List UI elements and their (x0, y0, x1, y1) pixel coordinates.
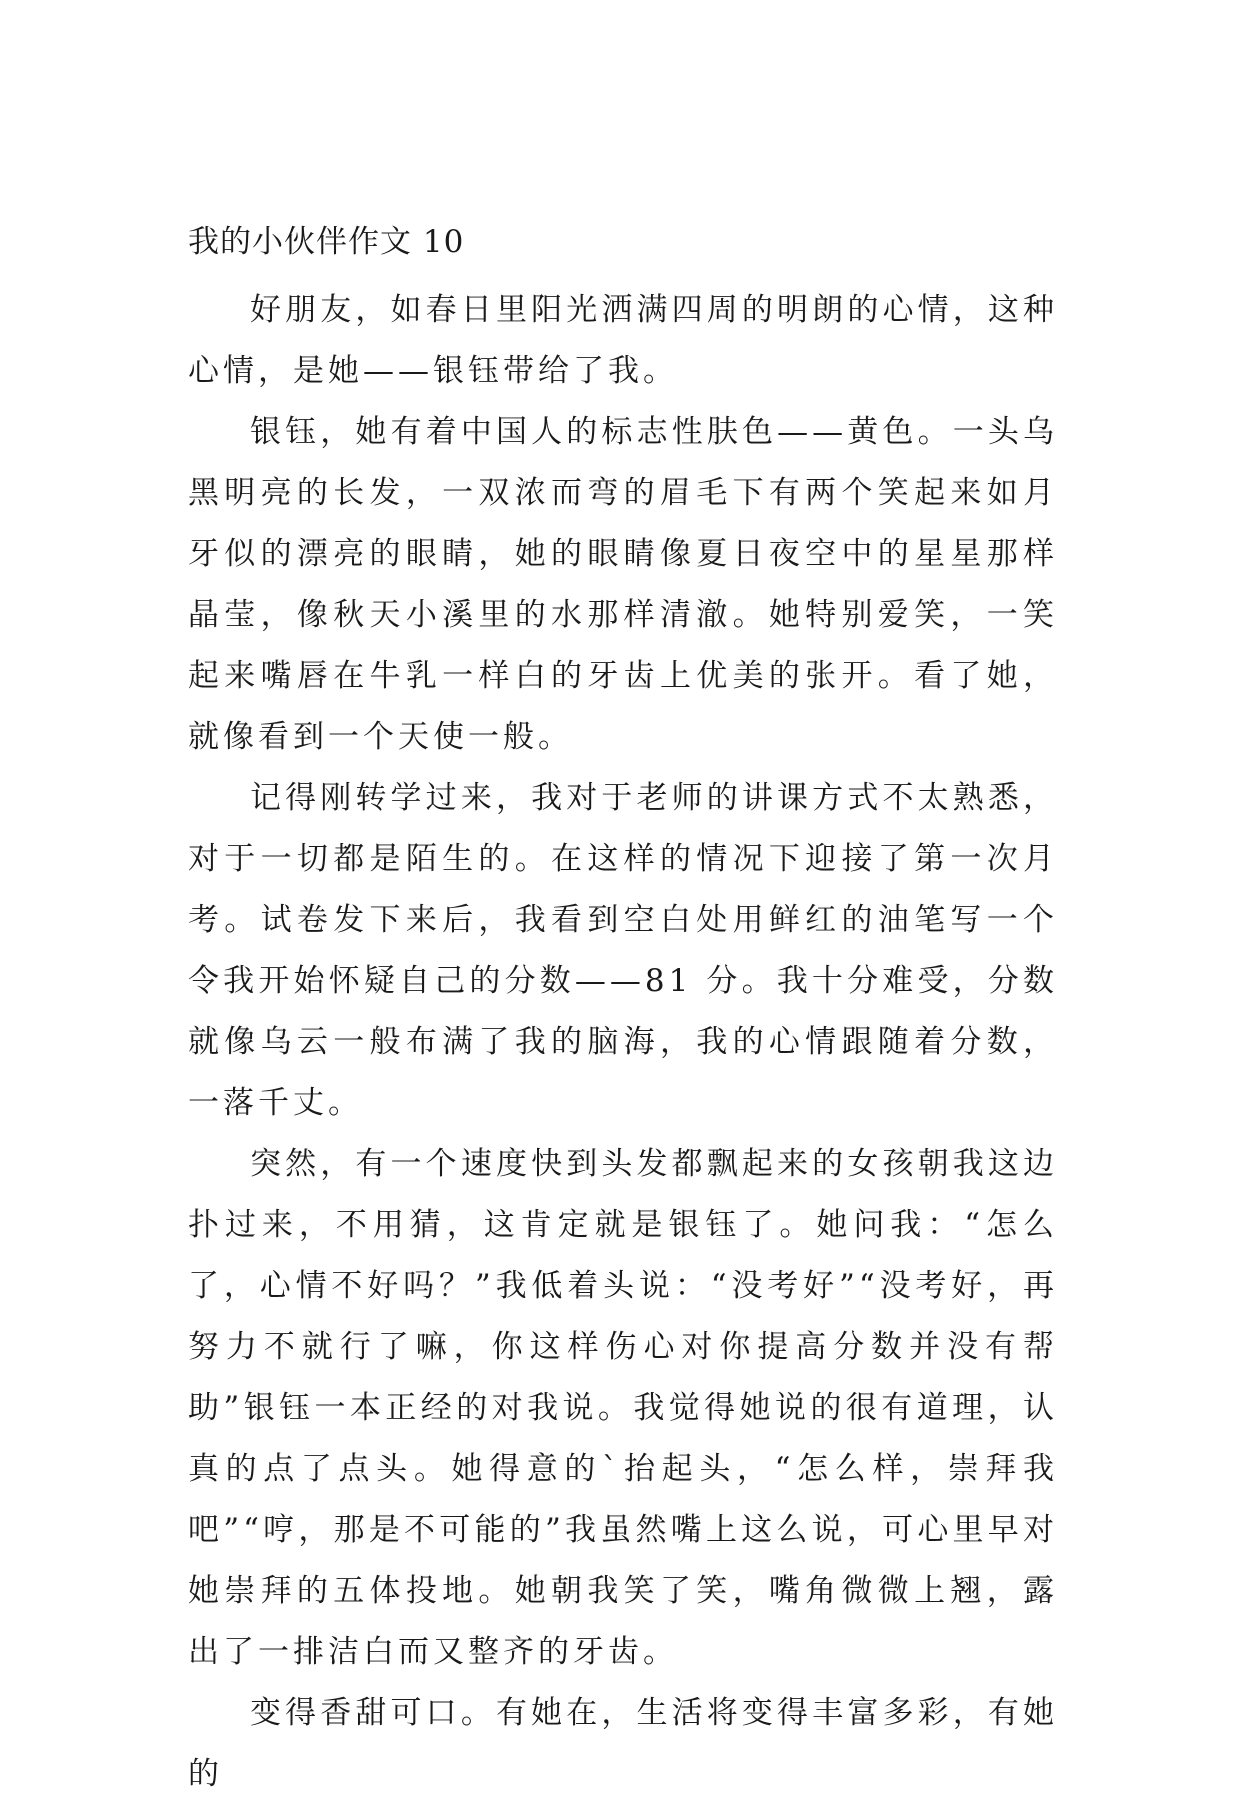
paragraph-2: 银钰，她有着中国人的标志性肤色——黄色。一头乌黑明亮的长发，一双浓而弯的眉毛下有两个笑起来如月牙似的漂亮的眼睛，她的眼睛像夏日夜空中的星星那样晶莹，像秋天小溪里的水那样清澈。她特别爱笑，一笑起来嘴唇在牛乳一样白的牙齿上优美的张开。看了她，就像看到一个天使一般。 (188, 414, 1058, 755)
paragraph-3: 记得刚转学过来，我对于老师的讲课方式不太熟悉，对于一切都是陌生的。在这样的情况下迎接了第一次月考。试卷发下来后，我看到空白处用鲜红的油笔写一个令我开始怀疑自己的分数——81 分。我十分难受，分数就像乌云一般布满了我的脑海，我的心情跟随着分数，一落千丈。 (188, 780, 1058, 1121)
paragraph-1: 好朋友，如春日里阳光洒满四周的明朗的心情，这种心情，是她——银钰带给了我。 (188, 292, 1058, 389)
paragraph-5: 变得香甜可口。有她在，生活将变得丰富多彩，有她的 (188, 1695, 1058, 1792)
document-title: 我的小伙伴作文 10 (188, 224, 465, 260)
document-page (188, 220, 1058, 1805)
paragraph-4: 突然，有一个速度快到头发都飘起来的女孩朝我这边扑过来，不用猜，这肯定就是银钰了。她问我：“怎么了，心情不好吗？”我低着头说：“没考好”“没考好，再努力不就行了嘛，你这样伤心对你提高分数并没有帮助”银钰一本正经的对我说。我觉得她说的很有道理，认真的点了点头。她得意的`抬起头，“怎么样，崇拜我吧”“哼，那是不可能的”我虽然嘴上这么说，可心里早对她崇拜的五体投地。她朝我笑了笑，嘴角微微上翘，露出了一排洁白而又整齐的牙齿。 (188, 1146, 1058, 1670)
